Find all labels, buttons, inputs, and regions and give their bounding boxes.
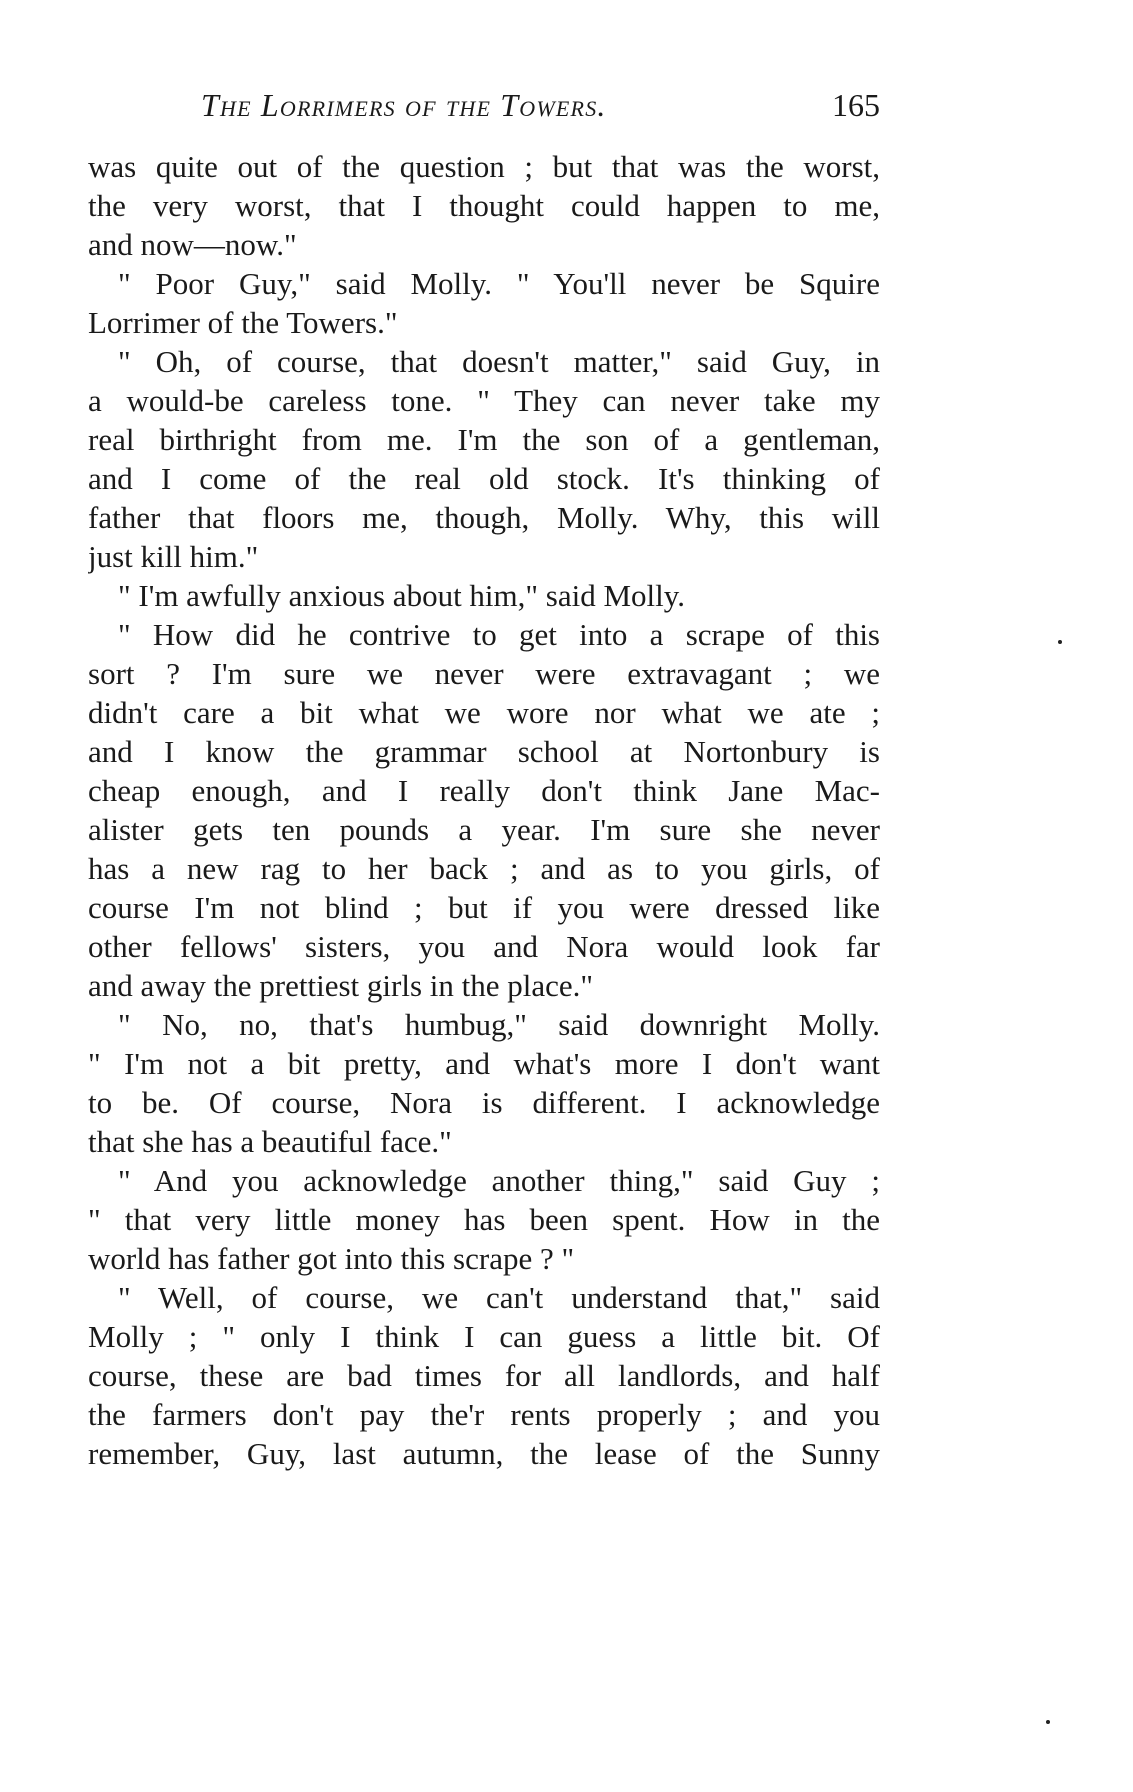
- text-line: remember, Guy, last autumn, the lease of the Sunny: [88, 1436, 880, 1471]
- print-speck: [1046, 1720, 1050, 1724]
- text-line: and I know the grammar school at Nortonbury is: [88, 734, 880, 769]
- running-title: The Lorrimers of the Towers.: [201, 87, 607, 123]
- text-line: that she has a beautiful face.": [88, 1124, 452, 1159]
- text-line: just kill him.": [88, 539, 259, 574]
- text-line: real birthright from me. I'm the son of a gentleman,: [88, 422, 880, 457]
- text-line: " Well, of course, we can't understand that," said: [118, 1280, 880, 1315]
- text-line: cheap enough, and I really don't think Jane Mac-: [88, 773, 880, 808]
- text-line: " that very little money has been spent. How in the: [88, 1202, 880, 1237]
- text-line: the farmers don't pay the'r rents properly ; and you: [88, 1397, 880, 1432]
- text-line: a would-be careless tone. " They can never take my: [88, 383, 880, 418]
- text-line: world has father got into this scrape ? ": [88, 1241, 575, 1276]
- text-line: Molly ; " only I think I can guess a little bit. Of: [88, 1319, 880, 1354]
- text-line: father that floors me, though, Molly. Why, this will: [88, 500, 880, 535]
- text-line: has a new rag to her back ; and as to you girls, of: [88, 851, 880, 886]
- text-line: " Poor Guy," said Molly. " You'll never be Squire: [118, 266, 880, 301]
- text-line: the very worst, that I thought could happen to me,: [88, 188, 880, 223]
- page-number: 165: [832, 87, 880, 123]
- text-line: course I'm not blind ; but if you were dressed like: [88, 890, 880, 925]
- print-speck: [1058, 640, 1062, 644]
- text-line: sort ? I'm sure we never were extravagant ; we: [88, 656, 880, 691]
- text-line: " I'm not a bit pretty, and what's more I don't want: [88, 1046, 880, 1081]
- text-line: didn't care a bit what we wore nor what we ate ;: [88, 695, 880, 730]
- text-line: " Oh, of course, that doesn't matter," said Guy, in: [118, 344, 880, 379]
- text-line: and now—now.": [88, 227, 297, 262]
- text-line: Lorrimer of the Towers.": [88, 305, 398, 340]
- text-line: " How did he contrive to get into a scrape of this: [118, 617, 880, 652]
- text-line: and away the prettiest girls in the place.": [88, 968, 594, 1003]
- running-head: [88, 82, 880, 128]
- text-line: to be. Of course, Nora is different. I acknowledge: [88, 1085, 880, 1120]
- text-line: " And you acknowledge another thing," said Guy ;: [118, 1163, 880, 1198]
- body-text: [88, 147, 880, 1473]
- text-line: and I come of the real old stock. It's thinking of: [88, 461, 880, 496]
- text-line: " No, no, that's humbug," said downright Molly.: [118, 1007, 880, 1042]
- text-line: alister gets ten pounds a year. I'm sure she never: [88, 812, 880, 847]
- text-line: course, these are bad times for all landlords, and half: [88, 1358, 880, 1393]
- text-line: other fellows' sisters, you and Nora would look far: [88, 929, 880, 964]
- text-line: " I'm awfully anxious about him," said Molly.: [118, 578, 686, 613]
- text-line: was quite out of the question ; but that was the worst,: [88, 149, 880, 184]
